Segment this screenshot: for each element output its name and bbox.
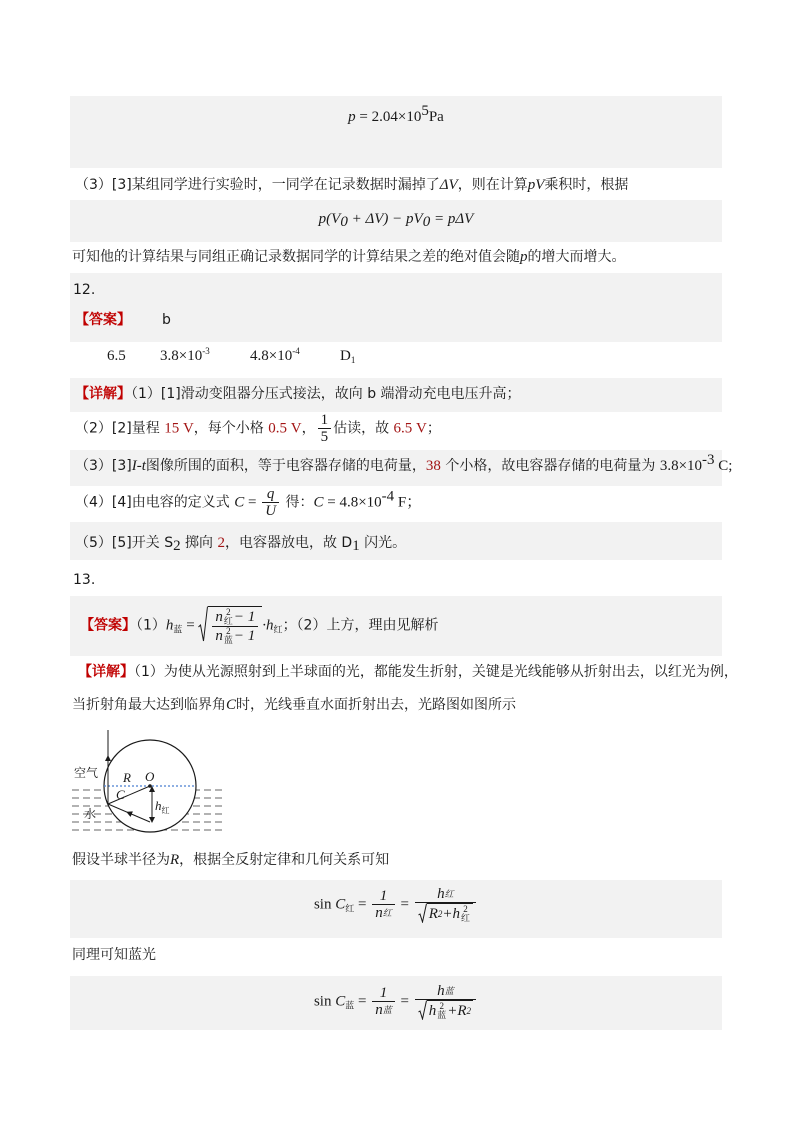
script-stack [224,608,233,626]
fraction [415,983,476,1020]
text-run: ，根据全反射定律和几何关系可知 [179,852,390,868]
denominator [212,627,258,645]
square-root [418,1000,473,1020]
equals: = [182,617,199,634]
script-stack [461,905,470,923]
text-run: ，每个小格 [193,420,269,437]
q12-detail-2 [75,412,441,445]
text-run: （4）[4]由电容的定义式 [75,494,235,511]
answer-value [160,346,210,366]
label-critical-angle: C [116,787,125,802]
numerator: h 蓝 [415,983,476,1000]
fraction [372,985,395,1018]
sin-operator: sin [313,993,336,1010]
text-run: 掷向 [180,535,218,551]
var-h: h [437,886,445,902]
formula-part: − 1 [233,609,256,625]
text-run: （1）为使从光源照射到上半球面的光，都能发生折射，关键是光线能够从折射出去，以红光为例， [134,664,738,680]
text-run: ；（2）上方，理由见解析 [282,617,439,634]
answer-value [340,346,355,366]
text-run: ，则在计算 [457,177,528,193]
unit: F； [394,494,422,511]
unit: Pa [428,109,444,125]
var-n: n [375,905,383,921]
radicand: R 2 + h 2 红 [427,903,473,923]
detail-label: 【详解】 [75,386,131,402]
fraction [212,608,258,645]
exponent: -4 [381,488,395,505]
detail-label: 【详解】 [78,664,134,680]
equals: = [396,993,413,1010]
subscript: 红 [345,904,355,915]
text-run: 假设半球半径为 [72,852,170,868]
subscript: 0 [340,214,348,230]
numerator: h 红 [415,886,476,903]
square-root [418,903,473,923]
numerator: 1 [372,985,395,1002]
subscript: 1 [352,538,360,554]
var-delta-v: ΔV [439,177,458,193]
radical-sign [418,903,427,923]
highlight-value: 6.5 V [393,420,427,437]
denominator: n 红 [375,905,392,921]
var-r: R [428,906,438,922]
q12-detail-1 [75,384,521,404]
q12-detail-3 [75,452,733,476]
radical-sign [418,1000,427,1020]
answer-label: 【答案】 [80,617,136,634]
radicand: h 2 蓝 + R 2 [428,1001,472,1020]
text-run: 时，光线垂直水面折射出去，光路图如图所示 [236,697,517,713]
var-n: n [215,609,223,625]
text-run: ； [426,420,441,437]
text-run: 闪光。 [359,535,407,551]
numerator: q [262,486,279,503]
delta-v-formula [70,209,722,229]
subscript: 蓝 [437,1010,447,1020]
equals: = [354,896,371,913]
exponent: -3 [202,346,210,356]
text-run: （1） [136,617,166,634]
var-h: h [437,983,445,999]
equals: = [244,494,261,511]
text-run: 乘积时，根据 [544,177,629,193]
equals: = [396,896,413,913]
denominator [415,1000,476,1020]
var-p: p [520,249,528,265]
var-h: h [428,1003,437,1019]
value-base: = 4.8×10 [323,494,382,511]
plus: + [442,906,453,922]
q12-detail-5 [75,533,406,553]
answer-value-b: b [162,312,171,328]
var-h: h [165,617,174,634]
formula-part: + ΔV) − pV [347,211,423,227]
exponent: 5 [421,103,429,119]
superscript: 2 [226,626,231,636]
denominator [415,903,476,923]
var-pv: pV [527,177,545,193]
var-p: p [348,109,356,125]
var-i-t: I-t [131,458,146,474]
answer-label: 【答案】 [75,312,131,328]
var-c: C [335,896,346,913]
denominator: n 蓝 [375,1002,392,1018]
q12-detail-4 [75,486,421,519]
q11-conclusion [72,247,626,267]
q13-detail-1 [78,662,738,682]
superscript: 2 [439,1001,444,1011]
text-run: 个小格，故电容器存储的电荷量为 [440,458,660,474]
q13-detail-4: 同理可知蓝光 [72,947,156,963]
numerator: 1 [372,888,395,905]
question-number-12: 12. [73,282,96,298]
fraction-one-fifth [318,412,332,445]
text-run: 当折射角最大达到临界角 [72,697,226,713]
equals: = [354,993,371,1010]
text-run: 可知他的计算结果与同组正确记录数据同学的计算结果之差的绝对值会随 [72,249,520,265]
numerator: 1 [318,412,332,429]
highlight-value: 38 [425,458,441,474]
value-base: 3.8×10 [160,348,203,364]
var-c: C [313,494,324,511]
subscript: 蓝 [345,1001,355,1012]
var-c: C [335,993,346,1010]
fraction-q-over-u [262,486,279,519]
radical-sign [198,606,208,642]
center-point [148,784,152,788]
question-number-13: 13. [73,572,96,588]
script-stack [224,627,233,645]
highlight-value: 15 V [164,420,194,437]
subscript: 0 [422,214,431,230]
subscript: 蓝 [223,635,233,645]
denominator: 5 [320,429,329,445]
label-depth-h: h [155,798,162,813]
subscript: 2 [173,538,181,554]
answer-value [250,346,300,366]
highlight-value: 2 [217,535,225,551]
subscript: 1 [350,355,356,365]
label-radius: R [123,770,131,785]
var-h: h [452,906,461,922]
text-run: （3）[3] [75,458,132,474]
text-run: ，电容器放电，故 D [224,535,353,551]
q11-part3-text [75,175,628,195]
text-run: 得： [281,494,314,511]
subscript: 红 [461,913,471,923]
superscript: 2 [463,904,468,914]
q13-detail-3 [72,850,389,870]
formula-part: = pΔV [430,211,474,227]
denominator: U [265,503,277,519]
script-stack [437,1002,446,1020]
text-run: ， [301,420,316,437]
formula-part: ·h [262,617,274,634]
q13-detail-2 [72,695,516,715]
superscript: 2 [226,607,231,617]
numerator [212,608,258,627]
subscript: 蓝 [173,625,183,636]
fraction [415,886,476,923]
var-c: C [234,494,245,511]
label-air: 空气 [74,766,99,780]
formula-part: − 1 [233,628,256,644]
fraction [372,888,395,921]
text-run: 的增大而增大。 [527,249,626,265]
formula-part: p(V [318,211,341,227]
answer-value: 6.5 [107,348,126,364]
text-run: （5）[5]开关 S [75,535,174,551]
pressure-result-formula [70,103,722,127]
exponent: -3 [702,452,715,468]
value-base: 4.8×10 [250,348,293,364]
text-run: （1）[1]滑动变阻器分压式接法，故向 b 端滑动充电电压升高； [131,386,521,402]
light-path-diagram [72,726,222,838]
square-root [198,606,262,645]
var-c: C [226,697,237,713]
var-n: n [215,628,223,644]
shaded-band [70,273,722,342]
label-depth-sub: 红 [161,806,170,815]
text-run: （3）[3]某组同学进行实验时，一同学在记录数据时漏掉了 [75,177,440,193]
formula-sin-c-red [70,886,722,923]
q13-answer [80,606,438,645]
text-run: （2）[2]量程 [75,420,165,437]
formula-value: = 2.04×10 [355,109,422,125]
var-r: R [457,1003,467,1019]
radicand [208,606,262,645]
label-water: 水 [84,807,97,821]
text-run: 图像所围的面积，等于电容器存储的电荷量， [145,458,426,474]
value-base: D [340,348,351,364]
text-run: 估读，故 [333,420,394,437]
plus: + [447,1003,458,1019]
exponent: -4 [292,346,300,356]
unit: C; [714,458,733,474]
subscript: 红 [223,616,233,626]
var-n: n [375,1002,383,1018]
subscript: 红 [273,625,283,636]
var-r: R [170,852,180,868]
value-base: 3.8×10 [659,458,703,474]
highlight-value: 0.5 V [268,420,302,437]
label-center: O [145,769,155,784]
sin-operator: sin [313,896,336,913]
formula-sin-c-blue [70,983,722,1020]
